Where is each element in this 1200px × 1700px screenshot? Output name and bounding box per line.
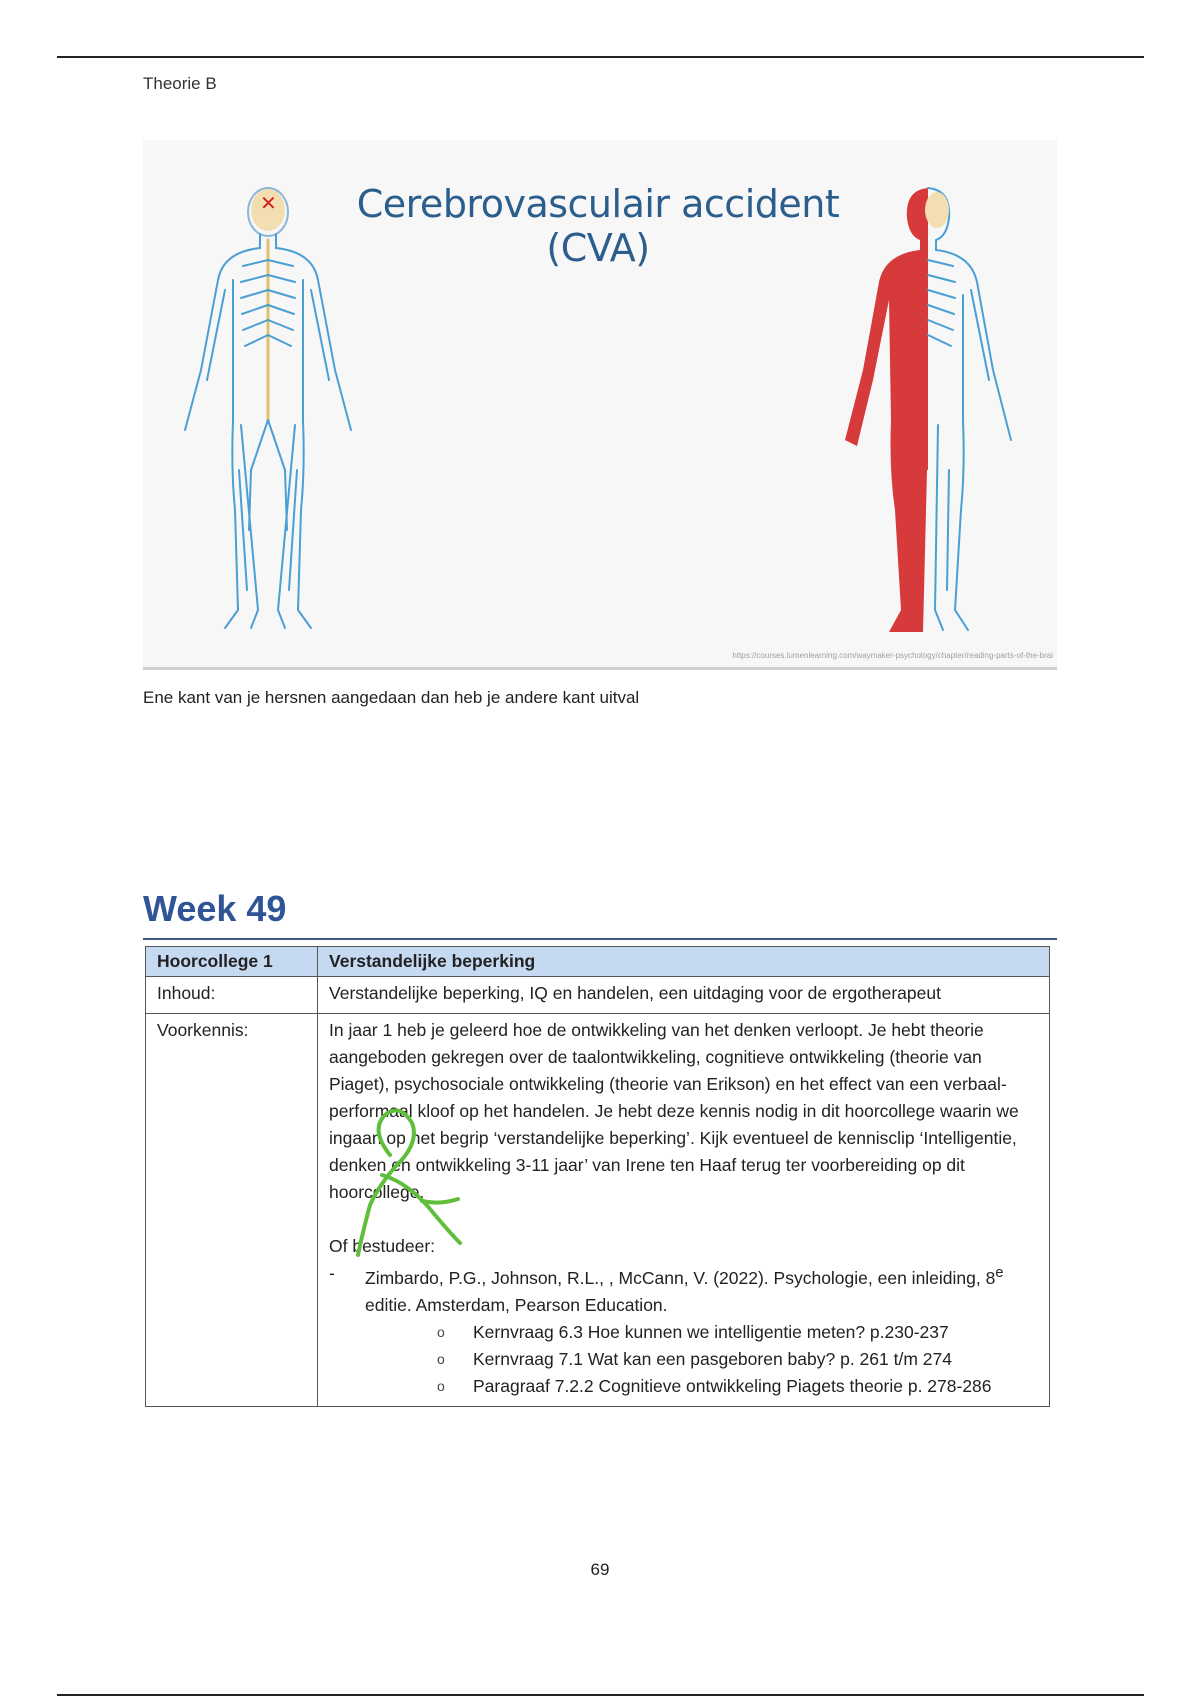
inhoud-value: Verstandelijke beperking, IQ en handelen, een uitdaging voor de ergotherapeut — [318, 977, 1050, 1014]
cva-slide-image — [143, 140, 1057, 670]
svg-text:✕: ✕ — [260, 191, 277, 215]
lecture-label: Hoorcollege 1 — [146, 947, 318, 977]
reference-text-a: Zimbardo, P.G., Johnson, R.L., , McCann, V. (2022). Psychologie, een inleiding, 8 — [365, 1267, 996, 1288]
reference-text-b: editie. Amsterdam, Pearson Education. — [365, 1294, 668, 1315]
image-credit-url: https://courses.lumenlearning.com/waymaker-psychology/chapter/reading-parts-of-the-brai — [732, 651, 1053, 660]
bullet-icon: o — [437, 1350, 445, 1367]
list-item: o Kernvraag 7.1 Wat kan een pasgeboren baby? p. 261 t/m 274 — [437, 1346, 1039, 1373]
inhoud-label: Inhoud: — [146, 977, 318, 1014]
bottom-rule — [57, 1694, 1144, 1696]
voorkennis-text: In jaar 1 heb je geleerd hoe de ontwikkeling van het denken verloopt. Je hebt theorie aangeboden gekregen over de taalontwikkeling, cognitieve ontwikkeling (theorie van Piaget), psychosociale ontwikkeling (theorie van Erikson) en het effect van een verbaal-performaal kloof op het handelen. Je hebt deze kennis nodig in dit hoorcollege waarin we ingaan op het begrip ‘verstandelijke beperking’. Kijk eventueel de kennisclip ‘Intelligentie, denken en ontwikkeling 3-11 jaar’ van Irene ten Haaf terug ter voorbereiding op dit hoorcollege. — [329, 1020, 1019, 1202]
week-heading: Week 49 — [143, 888, 287, 929]
list-item: o Paragraaf 7.2.2 Cognitieve ontwikkeling Piagets theorie p. 278-286 — [437, 1373, 1039, 1400]
figure-caption: Ene kant van je hersnen aangedaan dan heb je andere kant uitval — [143, 688, 640, 707]
reference-dash: - — [329, 1263, 335, 1283]
study-list — [437, 1319, 1039, 1400]
table-header-row — [146, 947, 1050, 977]
slide-title: Cerebrovasculair accident (CVA) — [356, 182, 840, 270]
bullet-icon: o — [437, 1377, 445, 1394]
table-row-voorkennis — [146, 1014, 1050, 1407]
study-heading: Of bestudeer: — [329, 1236, 436, 1256]
page-number: 69 — [590, 1560, 610, 1579]
lecture-topic: Verstandelijke beperking — [318, 947, 1050, 977]
reference-superscript: e — [995, 1265, 1004, 1281]
reference-item — [329, 1260, 1039, 1319]
running-header: Theorie B — [143, 74, 217, 93]
bullet-icon: o — [437, 1323, 445, 1340]
voorkennis-cell — [318, 1014, 1050, 1407]
reference-text — [365, 1260, 1039, 1319]
week-heading-rule — [143, 938, 1057, 940]
voorkennis-label: Voorkennis: — [146, 1014, 318, 1407]
table-row-inhoud — [146, 977, 1050, 1014]
figure-underline — [143, 667, 1057, 670]
lecture-table — [145, 946, 1050, 1407]
list-item: o Kernvraag 6.3 Hoe kunnen we intelligentie meten? p.230-237 — [437, 1319, 1039, 1346]
top-rule — [57, 56, 1144, 58]
